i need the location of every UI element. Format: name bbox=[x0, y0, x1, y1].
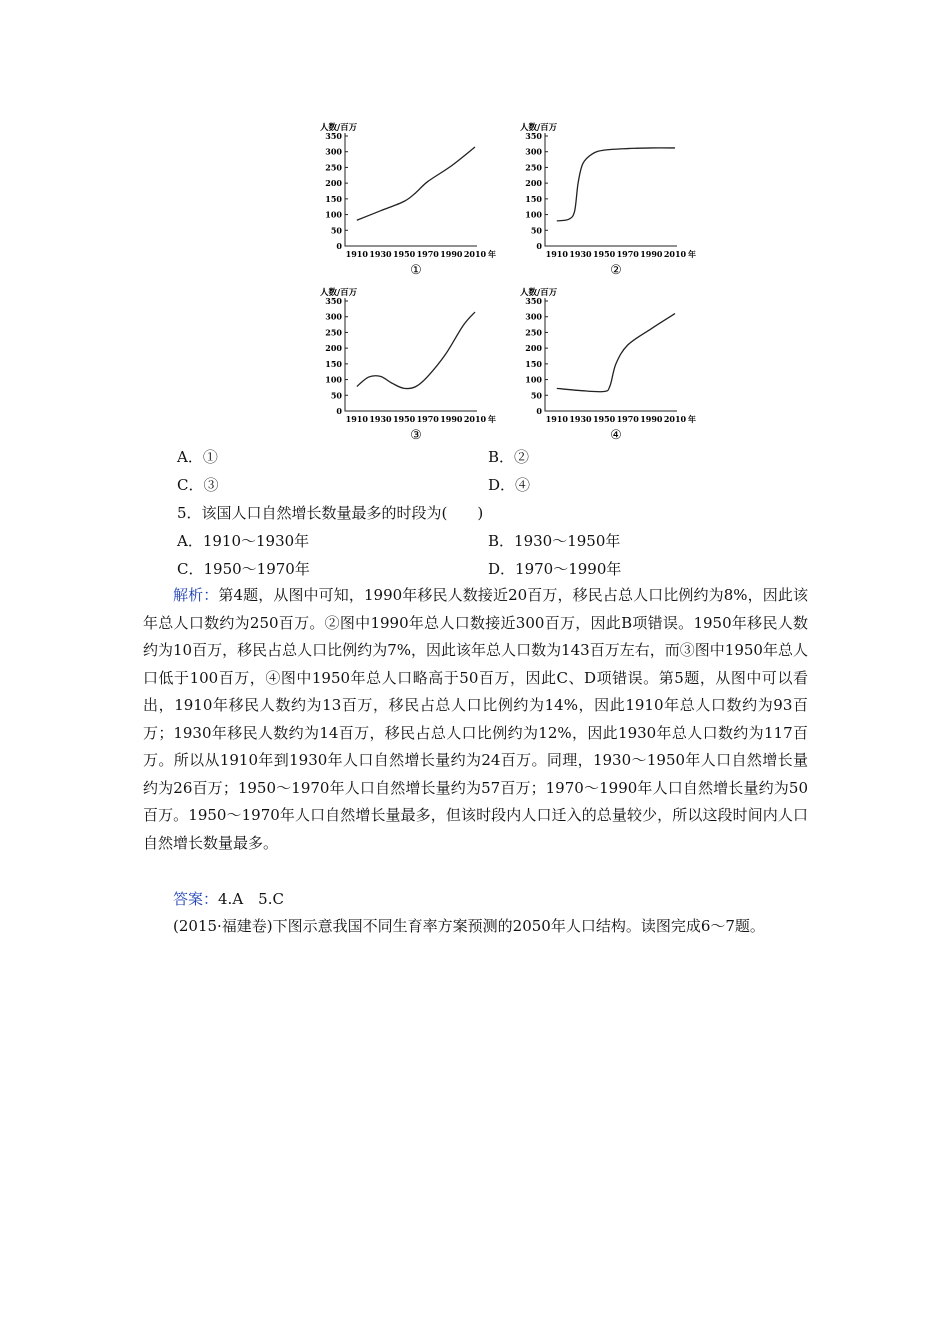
y-tick-label: 300 bbox=[525, 146, 542, 157]
y-tick-label: 50 bbox=[530, 390, 542, 401]
x-tick-label: 1990 bbox=[640, 414, 663, 424]
chart-number-label: ④ bbox=[610, 428, 622, 443]
x-tick-label: 2010 bbox=[663, 414, 687, 424]
y-tick-label: 100 bbox=[325, 374, 342, 385]
population-line bbox=[557, 314, 675, 392]
y-tick-label: 250 bbox=[325, 327, 342, 338]
y-tick-label: 150 bbox=[325, 358, 342, 369]
q4-option-b[interactable]: B．② bbox=[488, 448, 530, 466]
chart-number-label: ② bbox=[610, 263, 622, 278]
y-tick-label: 200 bbox=[325, 343, 342, 354]
analysis-paragraph bbox=[143, 582, 808, 857]
y-axis-label: 人数/百万 bbox=[520, 123, 558, 133]
y-tick-label: 0 bbox=[336, 241, 342, 251]
y-tick-label: 200 bbox=[325, 178, 342, 189]
y-tick-label: 250 bbox=[525, 327, 542, 338]
y-tick-label: 50 bbox=[330, 390, 342, 401]
x-tick-label: 1930 bbox=[569, 414, 592, 424]
x-tick-label: 1970 bbox=[416, 414, 439, 424]
x-tick-label: 1970 bbox=[416, 249, 439, 259]
population-line bbox=[557, 148, 675, 221]
y-tick-label: 150 bbox=[325, 193, 342, 204]
q5-option-a[interactable]: A．1910～1930年 bbox=[177, 532, 310, 550]
x-tick-label: 1970 bbox=[616, 414, 639, 424]
x-tick-label: 1910 bbox=[345, 414, 368, 424]
q4-option-c[interactable]: C．③ bbox=[177, 476, 219, 494]
q4-option-d[interactable]: D．④ bbox=[488, 476, 531, 494]
y-tick-label: 350 bbox=[525, 296, 542, 306]
q4-option-a[interactable]: A．① bbox=[177, 448, 218, 466]
chart-1-svg bbox=[300, 118, 496, 278]
chart-4-svg bbox=[500, 283, 696, 443]
y-tick-label: 350 bbox=[325, 131, 342, 141]
population-line bbox=[357, 312, 475, 389]
x-tick-label: 1930 bbox=[369, 414, 392, 424]
x-tick-label: 1950 bbox=[392, 249, 416, 259]
chart-number-label: ③ bbox=[410, 428, 422, 443]
y-tick-label: 100 bbox=[525, 374, 542, 385]
x-unit-label: 年 bbox=[488, 249, 496, 259]
chart-2-svg bbox=[500, 118, 696, 278]
y-tick-label: 250 bbox=[525, 162, 542, 173]
x-unit-label: 年 bbox=[688, 249, 696, 259]
answer-line bbox=[143, 886, 808, 914]
y-tick-label: 0 bbox=[336, 406, 342, 416]
x-tick-label: 1950 bbox=[592, 414, 616, 424]
chart-axes bbox=[345, 298, 477, 411]
y-tick-label: 300 bbox=[325, 311, 342, 322]
q5-option-b[interactable]: B．1930～1950年 bbox=[488, 532, 621, 550]
y-tick-label: 300 bbox=[525, 311, 542, 322]
y-tick-label: 300 bbox=[325, 146, 342, 157]
chart-number-label: ① bbox=[410, 263, 422, 278]
x-unit-label: 年 bbox=[688, 414, 696, 424]
y-tick-label: 150 bbox=[525, 193, 542, 204]
y-axis-label: 人数/百万 bbox=[320, 288, 358, 298]
x-tick-label: 1950 bbox=[392, 414, 416, 424]
q5-option-d[interactable]: D．1970～1990年 bbox=[488, 560, 622, 578]
next-question-intro: (2015·福建卷)下图示意我国不同生育率方案预测的2050年人口结构。读图完成6～7题。 bbox=[173, 917, 765, 935]
x-tick-label: 1970 bbox=[616, 249, 639, 259]
chart-1 bbox=[300, 118, 496, 278]
x-tick-label: 1910 bbox=[545, 249, 568, 259]
y-tick-label: 200 bbox=[525, 178, 542, 189]
y-tick-label: 100 bbox=[525, 209, 542, 220]
q5-option-c[interactable]: C．1950～1970年 bbox=[177, 560, 310, 578]
x-tick-label: 1990 bbox=[440, 249, 463, 259]
analysis-text: 第4题，从图中可知，1990年移民人数接近20百万，移民占总人口比例约为8%，因此该年总人口数约为250百万。②图中1990年总人口数接近300百万，因此B项错误。1950年移民人数约为10百万，移民占总人口比例约为7%，因此该年总人口数为143百万左右，而③图中1950年总人口低于100百万，④图中1950年总人口略高于50百万，因此C、D项错误。第5题，从图中可以看出，1910年移民人数约为13百万，移民占总人口比例约为14%，因此1910年总人口数约为93百万；1930年移民人数约为14百万，移民占总人口比例约为12%，因此1930年总人口数约为117百万。所以从1910年到1930年人口自然增长量约为24百万。同理，1930～1950年人口自然增长量约为26百万；1950～1970年人口自然增长量约为57百万；1970～1990年人口自然增长量约为50百万。1950～1970年人口自然增长量最多，但该时段内人口迁入的总量较少，所以这段时间内人口自然增长数量最多。 bbox=[143, 586, 808, 852]
y-tick-label: 350 bbox=[325, 296, 342, 306]
x-tick-label: 1930 bbox=[369, 249, 392, 259]
x-unit-label: 年 bbox=[488, 414, 496, 424]
y-tick-label: 100 bbox=[325, 209, 342, 220]
answer-label: 答案： bbox=[173, 890, 219, 908]
chart-axes bbox=[545, 298, 677, 411]
y-axis-label: 人数/百万 bbox=[520, 288, 558, 298]
chart-3-svg bbox=[300, 283, 496, 443]
x-tick-label: 1950 bbox=[592, 249, 616, 259]
q5-stem: 5．该国人口自然增长数量最多的时段为( ) bbox=[177, 504, 484, 522]
y-tick-label: 150 bbox=[525, 358, 542, 369]
x-tick-label: 1990 bbox=[440, 414, 463, 424]
y-tick-label: 350 bbox=[525, 131, 542, 141]
y-tick-label: 50 bbox=[530, 225, 542, 236]
answer-text: 4.A 5.C bbox=[218, 890, 284, 908]
y-tick-label: 50 bbox=[330, 225, 342, 236]
y-tick-label: 200 bbox=[525, 343, 542, 354]
x-tick-label: 1930 bbox=[569, 249, 592, 259]
x-tick-label: 2010 bbox=[463, 249, 487, 259]
x-tick-label: 1990 bbox=[640, 249, 663, 259]
x-tick-label: 1910 bbox=[545, 414, 568, 424]
chart-4 bbox=[500, 283, 696, 443]
x-tick-label: 2010 bbox=[663, 249, 687, 259]
y-tick-label: 0 bbox=[536, 241, 542, 251]
chart-3 bbox=[300, 283, 496, 443]
y-tick-label: 250 bbox=[325, 162, 342, 173]
x-tick-label: 2010 bbox=[463, 414, 487, 424]
x-tick-label: 1910 bbox=[345, 249, 368, 259]
y-axis-label: 人数/百万 bbox=[320, 123, 358, 133]
chart-2 bbox=[500, 118, 696, 278]
population-charts-figure bbox=[300, 118, 696, 448]
y-tick-label: 0 bbox=[536, 406, 542, 416]
chart-axes bbox=[345, 133, 477, 246]
population-line bbox=[357, 147, 475, 220]
analysis-label: 解析： bbox=[173, 586, 219, 604]
